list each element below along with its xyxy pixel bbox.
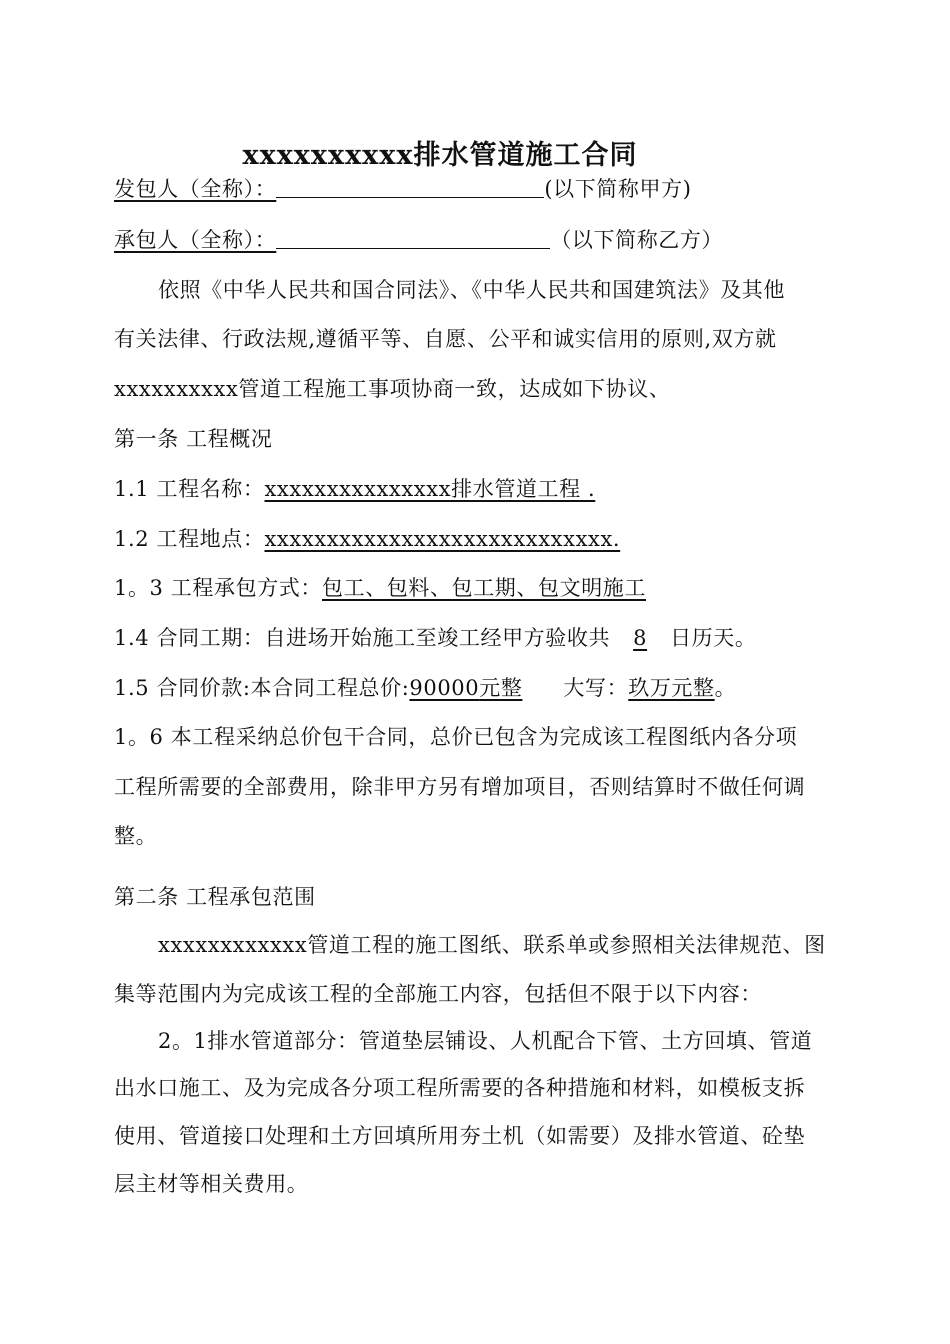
employer-label: 发包人（全称）： — [114, 177, 277, 201]
project-location-value: xxxxxxxxxxxxxxxxxxxxxxxxxxxx. — [264, 527, 621, 551]
lump-sum-line-3: 整。 — [114, 824, 158, 848]
article1-heading: 第一条 工程概况 — [114, 427, 273, 451]
document-title: xxxxxxxxxx排水管道施工合同 — [242, 140, 638, 171]
contract-price-words-label: 大写： — [563, 676, 629, 700]
contract-mode-label: 1。3 工程承包方式： — [114, 576, 322, 600]
contractor-line — [114, 225, 723, 255]
project-name-label: 1.1 工程名称： — [114, 477, 265, 501]
preamble-line-1: 依照《中华人民共和国合同法》、《中华人民共和国建筑法》及其他 — [158, 278, 785, 302]
lump-sum-line-1: 1。6 本工程采纳总价包干合同，总价已包含为完成该工程图纸内各分项 — [114, 725, 798, 749]
contract-price-unit: 元整 — [479, 676, 523, 700]
drainage-scope-line-4: 层主材等相关费用。 — [114, 1172, 309, 1196]
employer-name-blank[interactable] — [276, 175, 544, 198]
contract-period-line — [114, 623, 756, 653]
scope-intro-line-1: xxxxxxxxxxxx管道工程的施工图纸、联系单或参照相关法律规范、图 — [158, 933, 826, 957]
employer-suffix: (以下简称甲方) — [544, 177, 692, 201]
article2-heading: 第二条 工程承包范围 — [114, 885, 316, 909]
contract-price-amount-group — [409, 673, 529, 703]
contractor-suffix: （以下简称乙方） — [550, 228, 724, 252]
project-location-line — [114, 524, 620, 554]
project-name-line — [114, 474, 595, 504]
project-location-label: 1.2 工程地点： — [114, 527, 265, 551]
contract-period-suffix: 日历天。 — [670, 626, 757, 650]
drainage-scope-line-3: 使用、管道接口处理和土方回填所用夯土机（如需要）及排水管道、砼垫 — [114, 1124, 806, 1148]
contract-price-end: 。 — [714, 676, 737, 700]
preamble-line-2: 有关法律、行政法规,遵循平等、自愿、公平和诚实信用的原则,双方就 — [114, 327, 777, 351]
preamble-line-3: xxxxxxxxxx管道工程施工事项协商一致，达成如下协议、 — [114, 377, 671, 401]
contractor-name-blank[interactable] — [276, 226, 550, 249]
contractor-label: 承包人（全称）： — [114, 228, 277, 252]
project-name-value: xxxxxxxxxxxxxxx排水管道工程 . — [264, 477, 596, 501]
contract-price-line — [114, 673, 736, 703]
lump-sum-line-2: 工程所需要的全部费用，除非甲方另有增加项目，否则结算时不做任何调 — [114, 775, 806, 799]
scope-intro-line-2: 集等范围内为完成该工程的全部施工内容，包括但不限于以下内容： — [114, 982, 762, 1006]
contract-price-words: 玖万元整 — [628, 676, 715, 700]
contract-period-days: 8 — [633, 626, 648, 650]
contract-period-label: 1.4 合同工期：自进场开始施工至竣工经甲方验收共 — [114, 626, 611, 650]
drainage-scope-line-1: 2。1排水管道部分：管道垫层铺设、人机配合下管、土方回填、管道 — [158, 1029, 813, 1053]
contract-mode-value: 包工、包料、包工期、包文明施工 — [322, 576, 646, 600]
contract-price-label: 1.5 合同价款:本合同工程总价: — [114, 676, 410, 700]
contract-price-amount: 90000 — [409, 676, 480, 700]
contract-mode-line — [114, 573, 646, 603]
drainage-scope-line-2: 出水口施工、及为完成各分项工程所需要的各种措施和材料，如模板支拆 — [114, 1076, 806, 1100]
employer-line — [114, 174, 692, 204]
